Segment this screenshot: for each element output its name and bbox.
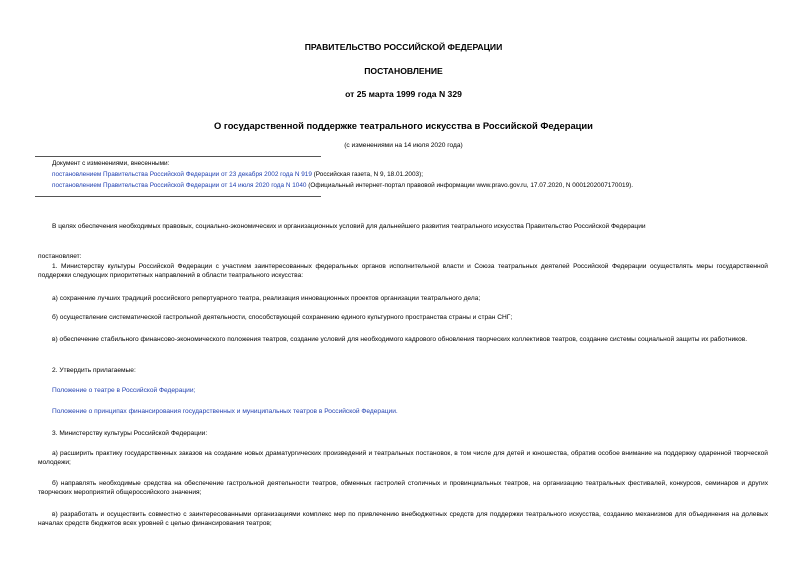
amendments-intro: Документ с изменениями, внесенными: bbox=[52, 160, 170, 167]
amendment-item bbox=[52, 181, 768, 191]
amendments-top-divider bbox=[35, 156, 321, 157]
decree-word: постановляет: bbox=[38, 253, 82, 260]
paragraph-1c: в) обеспечение стабильного финансово-экономического положения театров, создание условий для необходимого кадрового обновления творческих коллективов театров, создание системы социальной защиты их работников. bbox=[52, 336, 748, 343]
amendment-link-2020[interactable]: постановлением Правительства Российской Федерации от 14 июля 2020 года N 1040 bbox=[52, 182, 307, 189]
amendments-bottom-divider bbox=[35, 196, 321, 197]
paragraph-2: 2. Утвердить прилагаемые: bbox=[52, 367, 136, 374]
paragraph-3a: а) расширить практику государственных заказов на создание новых драматургических произведений и театральных постановок, в том числе для детей и юношества, обратив особое внимание на поддержку одаренной творческой молодежи; bbox=[38, 450, 768, 466]
link-theatre-regulation[interactable]: Положение о театре в Российской Федерации; bbox=[52, 387, 196, 394]
link-financing-principles[interactable]: Положение о принципах финансирования государственных и муниципальных театров в Российской Федерации. bbox=[52, 408, 398, 415]
document-type: ПОСТАНОВЛЕНИЕ bbox=[364, 66, 443, 76]
amendment-link-2002[interactable]: постановлением Правительства Российской Федерации от 23 декабря 2002 года N 919 bbox=[52, 171, 312, 178]
document-date-number: от 25 марта 1999 года N 329 bbox=[345, 89, 462, 99]
paragraph-3c: в) разработать и осуществить совместно с заинтересованными организациями комплекс мер по привлечению внебюджетных средств для поддержки театрального искусства, созданию механизмов для объединения на долевых началах средств бюджетов всех уровней с целью финансирования театров; bbox=[38, 511, 768, 527]
issuing-authority: ПРАВИТЕЛЬСТВО РОССИЙСКОЙ ФЕДЕРАЦИИ bbox=[304, 42, 503, 52]
preamble-paragraph: В целях обеспечения необходимых правовых, социально-экономических и организационных условий для дальнейшего развития театрального искусства Правительство Российской Федерации bbox=[52, 223, 646, 230]
revision-note: (с изменениями на 14 июля 2020 года) bbox=[344, 142, 463, 149]
paragraph-1a: а) сохранение лучших традиций российского репертуарного театра, реализация инновационных проектов организации театрального дела; bbox=[52, 295, 481, 302]
amendment-item bbox=[52, 170, 768, 180]
document-title: О государственной поддержке театрального искусства в Российской Федерации bbox=[214, 120, 593, 131]
paragraph-3: 3. Министерству культуры Российской Федерации: bbox=[52, 430, 208, 437]
paragraph-1: 1. Министерству культуры Российской Федерации с участием заинтересованных федеральных органов исполнительной власти и Союза театральных деятелей Российской Федерации осуществлять меры государственной поддержки следующих приоритетных направлений в области театрального искусства: bbox=[38, 263, 768, 279]
amendment-source: (Официальный интернет-портал правовой информации www.pravo.gov.ru, 17.07.2020, N 0001202007170019). bbox=[306, 182, 634, 189]
amendment-source: (Российская газета, N 9, 18.01.2003); bbox=[311, 171, 423, 178]
paragraph-1b: б) осуществление систематической гастрольной деятельности, способствующей сохранению единого культурного пространства страны и стран СНГ; bbox=[52, 314, 513, 321]
paragraph-3b: б) направлять необходимые средства на обеспечение гастрольной деятельности театров, обменных гастролей столичных и провинциальных театров, на организацию театральных фестивалей, конкурсов, семинаров и других творческих мероприятий общероссийского значения; bbox=[38, 480, 768, 496]
